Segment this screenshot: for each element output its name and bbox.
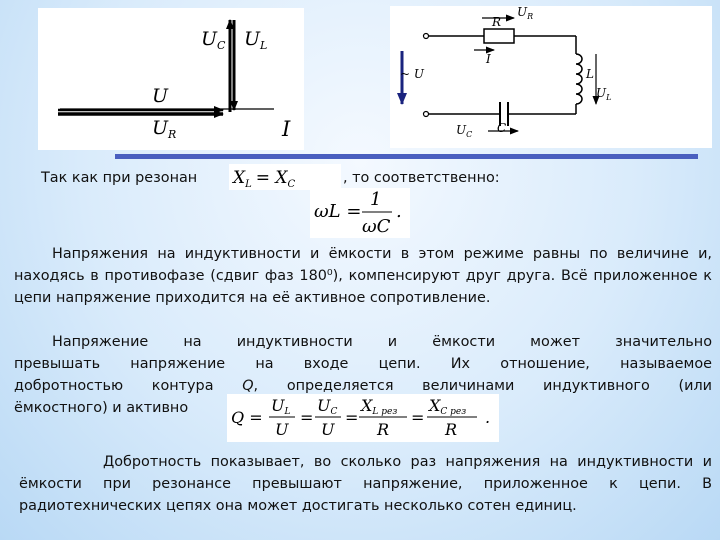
d2: U [321, 420, 335, 439]
i-label: I [486, 52, 491, 66]
q-eq: Q = [231, 408, 263, 427]
eq2: = [345, 408, 359, 427]
eq1: = [300, 408, 314, 427]
formula-xl-eq-xc-text: $X_L = X_C$ [233, 168, 296, 190]
formula-resonance-lhs: ωL = [314, 201, 362, 222]
paragraph-2-line-4: ёмкостного) и активно [14, 400, 189, 416]
source-label: ~ U [400, 67, 424, 81]
n3: XL рез [361, 396, 398, 417]
paragraph-2-line-1: Напряжение на индуктивности и ёмкости может значительно [52, 334, 712, 350]
c-label: C [497, 121, 507, 135]
paragraph-2-line-3-b: , определяется величинами индуктивного (или [253, 378, 712, 394]
ul-label: $U_L$ [596, 86, 612, 102]
paragraph-1: Напряжения на индуктивности и ёмкости в этом режиме равны по величине и, находясь в противофазе (сдвиг фаз 180⁰), компенсируют друг друга. Всё приложенное к цепи напряжение приходится на её активное сопротивление. [14, 246, 712, 306]
d3: R [377, 420, 390, 439]
formula-resonance [310, 188, 410, 238]
formula-resonance-dot: . [396, 201, 402, 222]
uc-label: $U_C$ [456, 123, 473, 139]
paragraph-2-line-3-a: добротностью контура [14, 378, 243, 394]
uc-label: $U_C$ [201, 28, 226, 52]
d1: U [275, 420, 289, 439]
paragraph-3: Добротность показывает, во сколько раз напряжения на индуктивности и ёмкости при резонансе превышают напряжение, приложенное к цепи. В радиотехнических цепях она может достигать несколько сотен единиц. [19, 454, 712, 514]
ur-label: $U_R$ [152, 117, 177, 141]
resonance-intro-suffix: , то соответственно: [343, 170, 500, 186]
resonance-intro-prefix: Так как при резонан [41, 170, 198, 186]
inductor [576, 54, 582, 104]
eq3: = [411, 408, 425, 427]
vector-diagram-svg [38, 8, 304, 150]
ur-label: $U_R$ [517, 6, 534, 21]
r-label: R [492, 15, 502, 29]
formula-xl-eq-xc [229, 164, 341, 190]
circuit-svg [390, 6, 712, 148]
divider [115, 154, 698, 159]
n4: XC рез [429, 396, 467, 417]
ul-label: $U_L$ [244, 28, 268, 52]
terminal-bottom [424, 112, 429, 117]
formula-resonance-num: 1 [370, 189, 382, 210]
q-dot: . [485, 408, 491, 427]
i-label: I [282, 117, 291, 141]
terminal-top [424, 34, 429, 39]
circuit-diagram [390, 6, 712, 148]
q-symbol: Q [242, 378, 254, 394]
l-label: L [586, 67, 594, 81]
n2: UC [317, 396, 338, 417]
formula-quality-factor [227, 394, 499, 442]
resistor [484, 29, 514, 43]
u-label: U [152, 85, 169, 107]
paragraph-2-line-2: превышать напряжение на входе цепи. Их отношение, называемое [14, 356, 712, 372]
d4: R [445, 420, 458, 439]
vector-diagram [38, 8, 304, 150]
formula-resonance-den: ωC [362, 216, 391, 237]
n1: UL [271, 396, 291, 417]
